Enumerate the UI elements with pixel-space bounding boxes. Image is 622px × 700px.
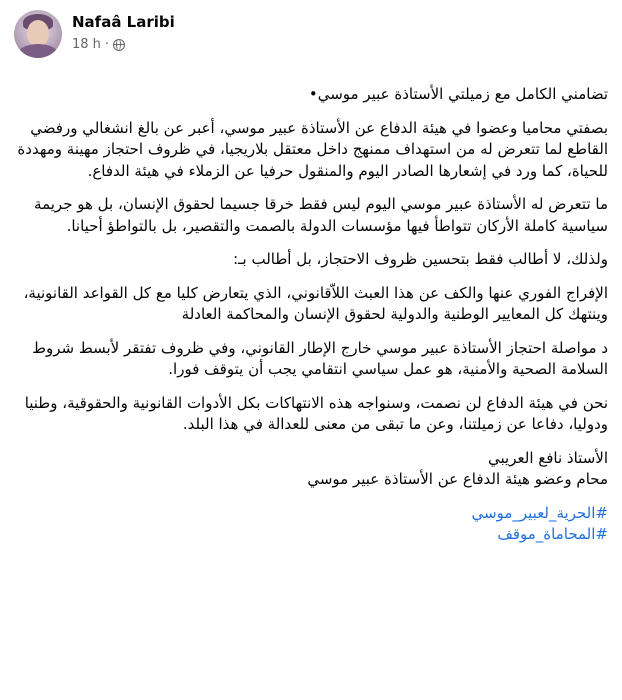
- post-subline: [72, 36, 175, 54]
- post-paragraph: د مواصلة احتجاز الأستاذة عبير موسي خارج الإطار القانوني، وفي ظروف تفتقر لأبسط شروط السلامة الصحية والأمنية، هو عمل سياسي انتقامي يجب أن يتوقف فورا.: [32, 338, 608, 378]
- post-paragraph: تضامني الكامل مع زميلتي الأستاذة عبير موسي•: [308, 85, 608, 103]
- hashtag-link[interactable]: #الحرية_لعبير_موسي: [471, 503, 608, 522]
- hashtag-link[interactable]: #المحاماة_موقف: [497, 525, 608, 543]
- post-paragraph: نحن في هيئة الدفاع لن نصمت، وسنواجه هذه الانتهاكات بكل الأدوات القانونية والحقوقية، وطنيا ودوليا، دفاعا عن زميلتنا، وعن ما تبقى من معنى للعدالة في هذا البلد.: [24, 393, 608, 433]
- avatar-story-dot: [14, 50, 22, 58]
- post-paragraph: بصفتي محاميا وعضوا في هيئة الدفاع عن الأستاذة عبير موسي، أعبر عن بالغ انشغالي ورفضي القاطع لما تتعرض له من استهداف ممنهج داخل معتقل بلاريجيا، في ظروف احتجاز مهينة ومهددة للحياة، كما ورد في إشعارها الصادر اليوم والمنقول حرفيا عن الزملاء في هيئة الدفاع.: [17, 118, 608, 180]
- post-body: [14, 84, 608, 546]
- avatar-face: [27, 20, 49, 46]
- post-signature: [14, 448, 608, 491]
- post-paragraph: ولذلك، لا أطالب فقط بتحسين ظروف الاحتجاز، بل أطالب بـ:: [233, 250, 608, 268]
- post-header: [14, 10, 175, 64]
- post-timestamp[interactable]: 18 h: [72, 37, 101, 52]
- author-name[interactable]: Nafaâ Laribi: [72, 13, 175, 31]
- globe-icon[interactable]: [113, 39, 125, 51]
- post-meta: [72, 12, 175, 54]
- signature-name: الأستاذ نافع العريبي: [488, 448, 608, 467]
- author-avatar[interactable]: [14, 10, 62, 58]
- avatar-shoulders: [18, 44, 58, 58]
- post-paragraph: ما تتعرض له الأستاذة عبير موسي اليوم ليس فقط خرقا جسيما لحقوق الإنسان، بل هو جريمة سياسية كاملة الأركان تتواطأ فيها مؤسسات الدولة بالصمت والتقصير، بل بالتواطؤ أحيانا.: [34, 195, 608, 235]
- post-paragraph: الإفراج الفوري عنها والكف عن هذا العبث اللاّقانوني، الذي يتعارض كليا مع كل القواعد القانونية، وينتهك كل المعايير الوطنية والدولية لحقوق الإنسان والمحاكمة العادلة: [23, 283, 608, 323]
- hashtag-list: [14, 503, 608, 546]
- signature-title: محام وعضو هيئة الدفاع عن الأستاذة عبير موسي: [307, 470, 608, 488]
- meta-separator: ·: [104, 37, 110, 52]
